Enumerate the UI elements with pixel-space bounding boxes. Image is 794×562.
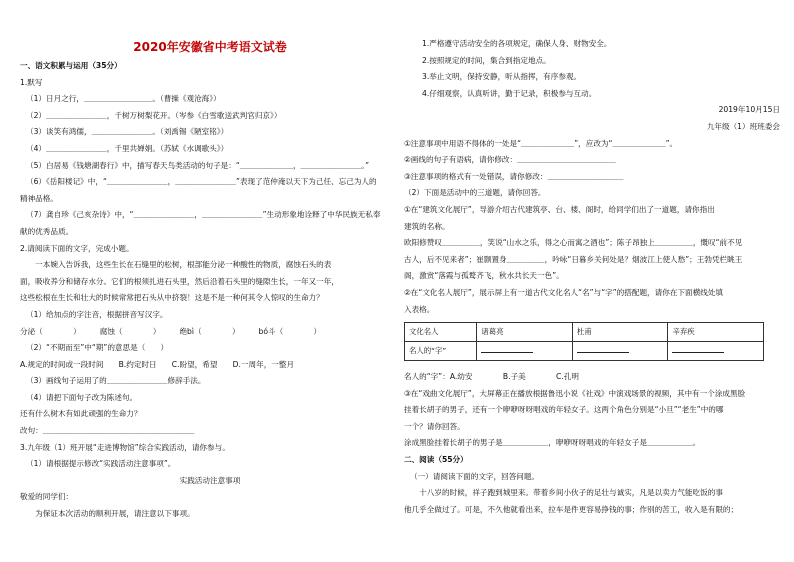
text-line: （一）请阅读下面的文字，回答问题。	[410, 471, 540, 481]
notice-date: 2019年10月15日	[718, 105, 780, 115]
text-line: 还有什么树木有如此顽强的生命力？	[20, 409, 142, 419]
left-column	[20, 0, 400, 523]
text-line: 分泌（ ） 腐蚀（ ） 绝bì（ ） bó斗（ ）	[20, 326, 322, 336]
text-line: ①在“建筑文化展厅”，导游介绍古代建筑亭、台、楼、阁时，给同学们出了一道题，请你指出	[404, 204, 715, 214]
table-row	[405, 323, 764, 342]
table-cell: 名人的“字”	[405, 342, 477, 361]
text-line: （3）谈笑有鸿儒，＿＿＿＿＿＿＿＿。（刘禹锡《陋室铭》）	[26, 127, 229, 137]
text-line: （1）日月之行，＿＿＿＿＿＿＿＿＿。（曹操《观沧海》）	[26, 94, 221, 104]
text-line: （4）请把下面句子改为陈述句。	[26, 392, 138, 402]
notice-intro: 为保证本次活动的顺利开展，请注意以下事项。	[20, 509, 195, 519]
text-line: （6）《岳阳楼记》中，“＿＿＿＿＿＿＿＿，＿＿＿＿＿＿＿＿”表现了范仲淹以天下为己任、忘己为人的	[26, 177, 377, 187]
notice-item: 3.举止文明，保持安静，听从指挥，有序参观。	[422, 72, 582, 82]
text-line: 挂着长胡子的男子，还有一个咿咿呀呀唱戏的年轻女子。这两个角色分别是“小旦”“老生”中的哪	[404, 405, 724, 415]
text-line: ①注意事项中用语不得体的一处是“＿＿＿＿＿＿＿”，应改为“＿＿＿＿＿＿＿”。	[404, 138, 678, 148]
text-line: （7）龚自珍《己亥杂诗》中，“＿＿＿＿＿＿＿＿，＿＿＿＿＿＿＿＿”生动形象地诠释了中华民族无私奉	[26, 210, 381, 220]
answer-cell[interactable]	[668, 342, 764, 361]
question-label: 3.九年级（1）班开展“走进博物馆”综合实践活动，请你参与。	[20, 442, 230, 452]
table-cell: 文化名人	[405, 323, 477, 342]
text-line: 入表格。	[404, 304, 435, 314]
table-cell: 诸葛亮	[477, 323, 573, 342]
answer-line: 改句：＿＿＿＿＿＿＿＿＿＿＿＿＿＿＿＿＿＿＿＿	[20, 426, 195, 436]
text-line: （1）请根据提示修改“实践活动注意事项”。	[26, 459, 176, 469]
answer-cell[interactable]	[572, 342, 668, 361]
text-line: 涂成黑脸挂着长胡子的男子是＿＿＿＿＿＿，咿咿呀呀唱戏的年轻女子是＿＿＿＿＿＿。	[404, 438, 701, 448]
text-line: 阁，激赏“落霞与孤鹜齐飞，秋水共长天一色”。	[404, 271, 564, 281]
section-heading: 二、阅读（55分）	[404, 455, 468, 465]
text-line: （2）下面是活动中的三道题，请你回答。	[404, 188, 546, 198]
table-cell: 杜甫	[572, 323, 668, 342]
table-row	[405, 342, 764, 361]
text-line: （4）＿＿＿＿＿＿＿＿，千里共婵娟。（苏轼《水调歌头》）	[26, 143, 229, 153]
exam-title: 2020年安徽省中考语文试卷	[133, 40, 287, 54]
notice-greeting: 敬爱的同学们：	[20, 492, 74, 502]
text-line: 古人，后不见来者”；崔颢置身＿＿＿＿＿，吟咏“日暮乡关何处是？烟波江上使人愁”；王勃凭栏眺王	[404, 254, 743, 264]
passage-line: 这些松根在生长和壮大的时候常常把石头从中挤裂！这是不是一种何其令人惊叹的生命力？	[20, 293, 324, 303]
notice-signature: 九年级（1）班班委会	[706, 121, 780, 131]
text-line: 欧阳修赞叹＿＿＿＿＿，笑说“山水之乐，得之心而寓之酒也”；陈子昂独上＿＿＿＿＿，慨叹“前不见	[404, 238, 743, 248]
text-line: （5）白居易《钱塘湖春行》中，描写春天鸟类活动的句子是：“＿＿＿＿＿＿＿，＿＿＿＿＿＿＿＿。”	[26, 160, 370, 170]
notice-title: 实践活动注意事项	[179, 475, 241, 485]
question-label: 1.默写	[20, 77, 43, 87]
section-heading: 一、语文积累与运用（35分）	[20, 61, 122, 70]
passage-line: 十八岁的时候，祥子跑到城里来。带着乡间小伙子的足壮与诚实，凡是以卖力气能吃饭的事	[404, 488, 723, 498]
text-line: 建筑的名称。	[404, 221, 450, 231]
notice-item: 2.按照规定的时间，集合到指定地点。	[422, 55, 551, 65]
text-line: （2）“不期而至”中“期”的意思是（ ）	[26, 343, 169, 353]
answer-cell[interactable]	[477, 342, 573, 361]
table-cell: 辛弃疾	[668, 323, 764, 342]
passage-line: 面，吸收养分和储存水分。它们的根须扎进石头里，然后沿着石头里的缝隙生长，一年又一年，	[20, 276, 339, 286]
text-line: （2）＿＿＿＿＿＿＿＿，千树万树梨花开。（岑参《白雪歌送武判官归京》）	[26, 110, 282, 120]
notice-item: 1.严格遵守活动安全的各项规定，确保人身、财物安全。	[422, 39, 612, 48]
choice-line: A.规定的时间或一段时间 B.约定时日 C.盼望，希望 D.一周年，一整月	[20, 359, 295, 369]
text-line: 精神品格。	[20, 193, 58, 203]
name-table	[404, 322, 764, 361]
text-line: 一个？请你回答。	[404, 421, 465, 431]
text-line: （3）画线句子运用了的＿＿＿＿＿＿＿＿修辞手法。	[26, 376, 206, 386]
text-line: ③注意事项的格式有一处错误，请你修改：＿＿＿＿＿＿＿＿＿＿	[404, 171, 624, 181]
question-label: 2.请阅读下面的文字，完成小题。	[20, 243, 134, 253]
text-line: ③在“戏曲文化展厅”，大屏幕正在播放根据鲁迅小说《社戏》中演戏场景的视频，其中有一个涂成黑脸	[404, 388, 746, 398]
passage-line: 他几乎全做过了。可是，不久他就看出来，拉车是件更容易挣钱的事；作别的苦工，收入是有限的；	[404, 504, 739, 514]
passage-line: 一本婉入告诉我，这些生长在石缝里的松树，根部能分泌一种酸性的物质，腐蚀石头的表	[20, 260, 332, 270]
right-column	[404, 0, 780, 518]
notice-item: 4.仔细观察，认真听讲，勤于记录，积极参与互动。	[422, 88, 597, 98]
text-line: 献的优秀品质。	[20, 226, 74, 236]
text-line: （1）给加点的字注音，根据拼音写汉字。	[26, 309, 168, 319]
text-line: ②在“文化名人展厅”，展示屏上有一道古代文化名人“名”与“字”的搭配题，请你在下面横线处填	[404, 287, 723, 297]
text-line: 名人的“字”：A.幼安 B.子美 C.孔明	[404, 372, 579, 382]
text-line: ②画线的句子有语病，请你修改：＿＿＿＿＿＿＿＿＿＿＿＿＿	[404, 155, 616, 165]
